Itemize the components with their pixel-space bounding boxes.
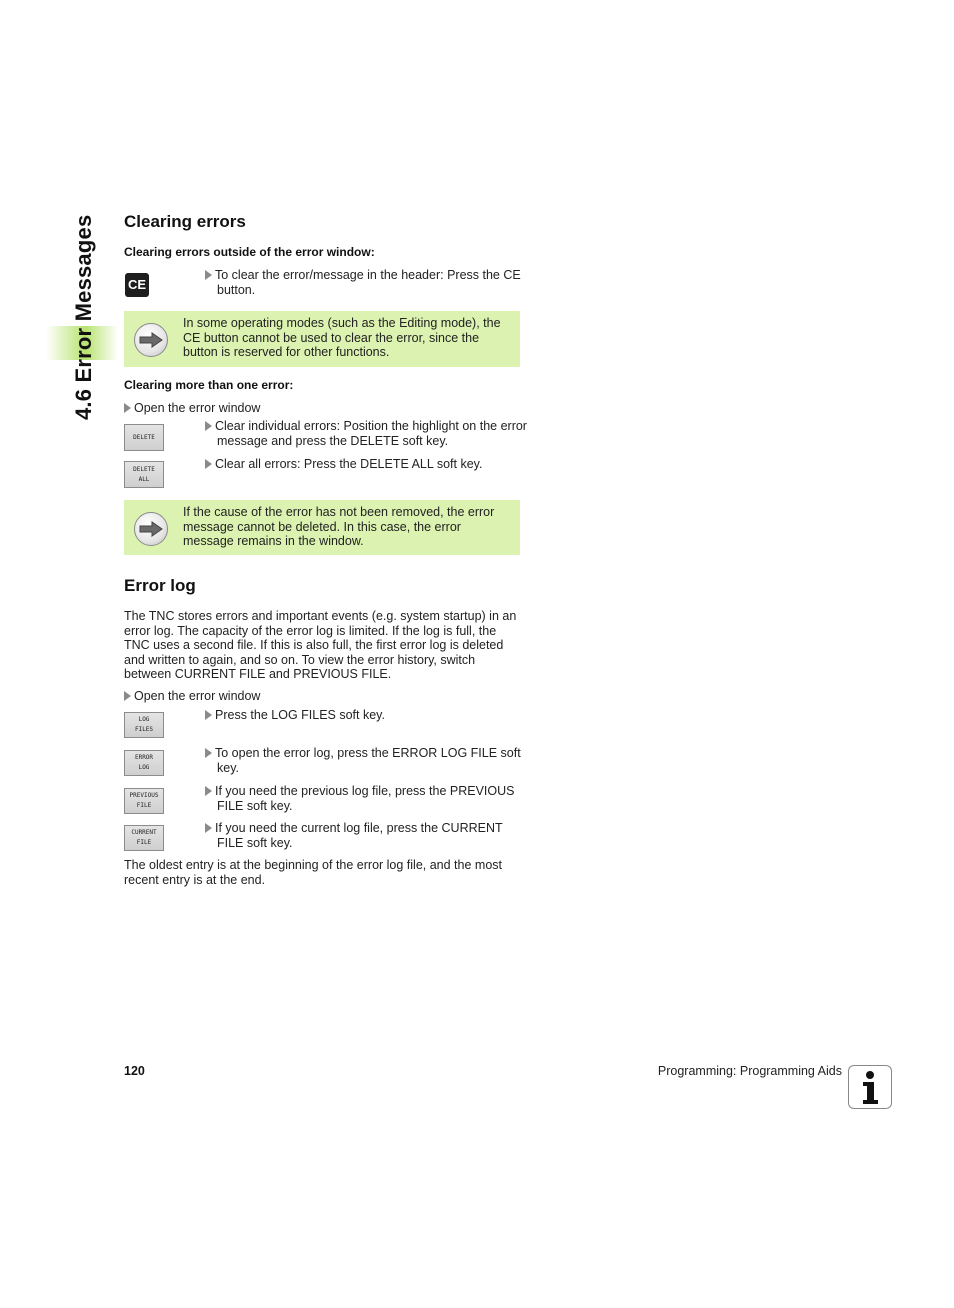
step-arrow-icon <box>205 421 212 431</box>
step-arrow-icon <box>124 403 131 413</box>
softkey-label-line2: LOG <box>138 764 150 771</box>
section-side-title: 4.6 Error Messages <box>71 214 96 420</box>
page-number: 120 <box>124 1064 145 1078</box>
note-box <box>124 500 520 555</box>
clearing-more-subheading: Clearing more than one error: <box>124 378 294 392</box>
info-icon <box>848 1065 892 1109</box>
arrow-right-icon <box>134 512 168 546</box>
current-file-step <box>205 821 529 850</box>
step-arrow-icon <box>205 710 212 720</box>
step-arrow-icon <box>205 748 212 758</box>
open-window-step <box>124 689 436 704</box>
delete-step-text: Clear individual errors: Position the highlight on the error message and press the DELETE soft key. <box>215 419 527 448</box>
log-files-step <box>205 708 529 723</box>
previous-file-softkey[interactable] <box>124 788 164 814</box>
clearing-errors-heading: Clearing errors <box>124 212 246 231</box>
clearing-outside-subheading: Clearing errors outside of the error window: <box>124 245 375 259</box>
softkey-label: DELETE <box>133 433 155 441</box>
step-arrow-icon <box>205 823 212 833</box>
softkey-label-line2: FILE <box>136 839 152 846</box>
error-log-outro: The oldest entry is at the beginning of the error log file, and the most recent entry is at the end. <box>124 858 502 887</box>
softkey-label-line2: ALL <box>138 475 150 483</box>
ce-key-icon: CE <box>125 273 149 297</box>
softkey-label-line1: DELETE <box>133 465 155 473</box>
softkey-label-line2: FILES <box>134 726 154 733</box>
step-arrow-icon <box>205 270 212 280</box>
log-files-step-text: Press the LOG FILES soft key. <box>215 708 385 722</box>
arrow-right-icon <box>134 323 168 357</box>
current-file-step-text: If you need the current log file, press the CURRENT FILE soft key. <box>215 821 503 850</box>
previous-file-step <box>205 784 531 813</box>
ce-step <box>205 268 529 297</box>
softkey-label-line1: CURRENT <box>131 829 157 836</box>
note-text: In some operating modes (such as the Editing mode), the CE button cannot be used to clear the error, since the button is reserved for other functions. <box>183 316 501 359</box>
log-files-softkey[interactable] <box>124 712 164 738</box>
error-log-step-text: To open the error log, press the ERROR LOG FILE soft key. <box>215 746 521 775</box>
error-log-heading: Error log <box>124 576 196 595</box>
delete-all-step <box>205 457 529 472</box>
delete-all-softkey[interactable] <box>124 461 164 488</box>
step-arrow-icon <box>205 786 212 796</box>
step-arrow-icon <box>205 459 212 469</box>
softkey-label-line2: FILE <box>136 802 152 809</box>
error-log-intro: The TNC stores errors and important events (e.g. system startup) in an error log. The capacity of the error log is limited. If the log is full, the TNC uses a second file. If this is also full, the first error log is deleted and written to again, and so on. To view the error history, switch between CURRENT FILE and PREVIOUS FILE. <box>124 609 517 681</box>
softkey-label-line1: LOG <box>138 716 150 723</box>
delete-step <box>205 419 529 448</box>
footer-chapter: Programming: Programming Aids <box>657 1064 842 1078</box>
open-window-text: Open the error window <box>134 401 261 415</box>
ce-step-text: To clear the error/message in the header: Press the CE button. <box>215 268 521 297</box>
delete-softkey[interactable] <box>124 424 164 451</box>
softkey-label-line1: ERROR <box>134 754 154 761</box>
open-window-text: Open the error window <box>134 689 261 703</box>
error-log-step <box>205 746 531 775</box>
error-log-softkey[interactable] <box>124 750 164 776</box>
previous-file-step-text: If you need the previous log file, press the PREVIOUS FILE soft key. <box>215 784 515 813</box>
note-box <box>124 311 520 367</box>
note-text: If the cause of the error has not been removed, the error message cannot be deleted. In this case, the error message remains in the window. <box>183 505 495 548</box>
open-window-step <box>124 401 436 416</box>
softkey-label-line1: PREVIOUS <box>129 792 159 799</box>
current-file-softkey[interactable] <box>124 825 164 851</box>
delete-all-step-text: Clear all errors: Press the DELETE ALL soft key. <box>215 457 483 471</box>
step-arrow-icon <box>124 691 131 701</box>
